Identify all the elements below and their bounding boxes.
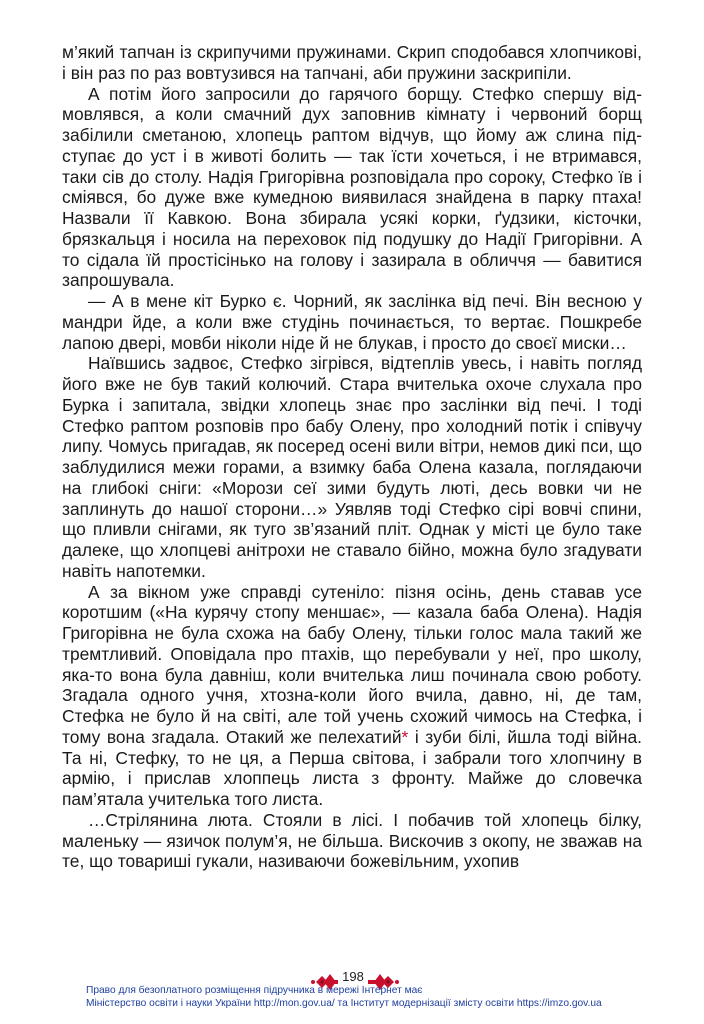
paragraph-5 <box>62 582 642 810</box>
paragraph-2: А потім його запросили до гарячого борщу. Стефко спершу відмовлявся, а коли смачний дух заповнив кімнату і червоний борщ забілили сметаною, хлопець раптом відчув, що йому аж слина підступає до уст і в животі болить — так їсти хочеться, і не втримався, таки сів до столу. Надія Григорівна розповідала про сороку, Стефко їв і сміявся, бо дуже вже кумедною виявилася знайдена в парку птаха! Назвали її Кавкою. Вона збирала усякі корки, ґудзики, кісточки, брязкальця і носила на переховок під подушку до Надії Григорівни. А то сідала їй простісінько на голову і зазирала в обличчя — бавитися запрошувала. <box>62 83 642 291</box>
paragraph-1: м’який тапчан із скрипучими пружинами. Скрип сподобався хлопчикові, і він раз по раз вовтузився на тапчані, аби пружини заскрипіли. <box>62 42 642 83</box>
license-line-1: Право для безоплатного розміщення підручника в мережі Інтернет має <box>86 985 423 996</box>
paragraph-3: — А в мене кіт Бурко є. Чорний, як заслінка від печі. Він весною у мандри йде, а коли вже студінь починається, то вертає. Пошкребе лапою двері, мовби ніколи ніде й не блукав, і просто до своєї миски… <box>62 291 642 353</box>
license-notice <box>86 984 646 1010</box>
paragraph-6: …Стрілянина люта. Стояли в лісі. І побачив той хлопець білку, маленьку — язичок полум’я, не більша. Вискочив з окопу, не зважав на те, що товариші гукали, називаючи божевільним, ухопив <box>62 809 642 872</box>
paragraph-5-part-2: і зуби білі, йшла тоді війна. Та ні, Стефку, то не ця, а Перша світова, і забрали того хлопчину в армію, і прислав хлоппець листа з фронту. Майже до словечка пам’ятала учителька того листа. <box>62 726 642 809</box>
page-footer <box>0 964 704 1024</box>
page-number: 198 <box>338 969 368 984</box>
license-line-2: Міністерство освіти і науки України http://mon.gov.ua/ та Інститут модернізації змісту освіти https://imzo.gov.ua <box>86 998 602 1009</box>
page-body <box>62 42 642 872</box>
paragraph-5-part-1: А за вікном уже справді сутеніло: пізня осінь, день ставав усе коротшим («На курячу стопу меншає», — казала баба Олена). Надія Григорівна не була схожа на бабу Олену, тільки голос мала такий же тремтливий. Оповідала про птахів, що перебували у неї, про школу, яка-то вона була давніш, коли вчителька лиш починала свою роботу. Згадала одного учня, хтозна-коли його вчила, давно, ні, де там, Стефка не було й на світі, але той учень схожий чимось на Стефка, і тому вона згадала. Отакий же пелехатий <box>62 581 642 747</box>
footnote-mark: * <box>401 726 409 747</box>
paragraph-4: Наївшись задвоє, Стефко зігрівся, відтеплів увесь, і навіть погляд його вже не був такий колючий. Стара вчителька охоче слухала про Бурка і запитала, звідки хлопець знає про заслінки від печі. І тоді Стефко раптом розповів про бабу Олену, про холодний потік і співучу липу. Чомусь пригадав, як посеред осені вили вітри, немов дикі пси, що заблудилися межи горами, а взимку баба Олена казала, поглядаючи на глибокі сніги: «Морози сеї зими будуть люті, десь вовки чи не заплинуть до нашої сторони…» Уявляв тоді Стефко сірі вовчі спини, що пливли снігами, як туго зв’язаний пліт. Однак у місті це було таке далеке, що хлопцеві анітрохи не ставало бійно, можна було згадувати навіть напотемки. <box>62 353 642 581</box>
